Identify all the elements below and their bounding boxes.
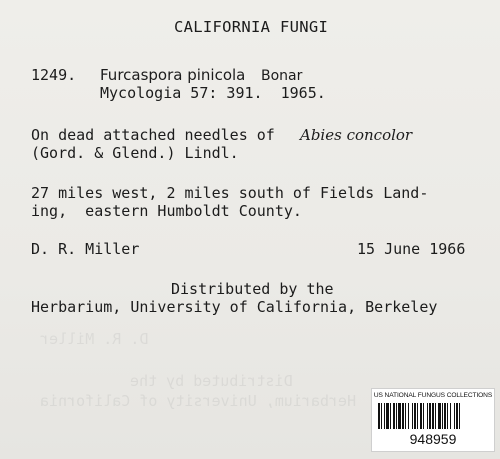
- barcode-bar: [408, 403, 409, 429]
- citation: Mycologia 57: 391. 1965.: [100, 84, 326, 102]
- barcode-bar: [442, 403, 443, 429]
- barcode-bar: [432, 403, 434, 429]
- barcode-bar: [390, 403, 391, 429]
- barcode-bar: [427, 403, 428, 429]
- barcode-bar: [429, 403, 431, 429]
- barcode-bar: [402, 403, 404, 429]
- collector: D. R. Miller: [31, 240, 140, 258]
- barcode-bar: [450, 403, 451, 429]
- barcode-bar: [456, 403, 458, 429]
- barcode-bar: [447, 403, 448, 429]
- bleed-through-text: D. R. Miller: [40, 330, 149, 348]
- barcode-bar: [414, 403, 416, 429]
- barcode-label: [371, 388, 495, 452]
- barcode-bar: [417, 403, 418, 429]
- host-name: Abies concolor: [300, 126, 413, 144]
- barcode-bar: [405, 403, 406, 429]
- barcode-bar: [386, 403, 389, 429]
- barcode-bar: [378, 403, 380, 429]
- barcode-bar: [398, 403, 401, 429]
- host-authority: (Gord. & Glend.) Lindl.: [31, 144, 239, 162]
- barcode-image: [378, 403, 488, 429]
- distribution-line-2: Herbarium, University of California, Berkeley: [31, 298, 438, 316]
- substrate-text: On dead attached needles of: [31, 126, 275, 144]
- barcode-bar: [412, 403, 413, 429]
- collection-date: 15 June 1966: [357, 240, 466, 258]
- species-author: Bonar: [261, 68, 303, 84]
- barcode-number: 948959: [409, 431, 457, 447]
- barcode-bar: [393, 403, 395, 429]
- barcode-bar: [454, 403, 455, 429]
- collection-number: 1249.: [31, 66, 77, 84]
- bleed-through-text: Distributed by the: [130, 372, 293, 390]
- barcode-bar: [459, 403, 460, 429]
- barcode-bar: [435, 403, 436, 429]
- distribution-line-1: Distributed by the: [171, 280, 334, 298]
- label-title: CALIFORNIA FUNGI: [174, 18, 329, 36]
- locality-line-2: ing, eastern Humboldt County.: [31, 202, 302, 220]
- locality-line-1: 27 miles west, 2 miles south of Fields Land-: [31, 184, 429, 202]
- barcode-bar: [438, 403, 441, 429]
- bleed-through-text: Herbarium, University of California: [40, 392, 357, 410]
- species-name: Furcaspora pinicola: [100, 66, 246, 84]
- barcode-bar: [381, 403, 382, 429]
- barcode-bar: [423, 403, 424, 429]
- barcode-bar: [384, 403, 385, 429]
- barcode-bar: [444, 403, 446, 429]
- barcode-bar: [420, 403, 422, 429]
- barcode-header: US NATIONAL FUNGUS COLLECTIONS: [373, 392, 493, 399]
- barcode-bar: [396, 403, 397, 429]
